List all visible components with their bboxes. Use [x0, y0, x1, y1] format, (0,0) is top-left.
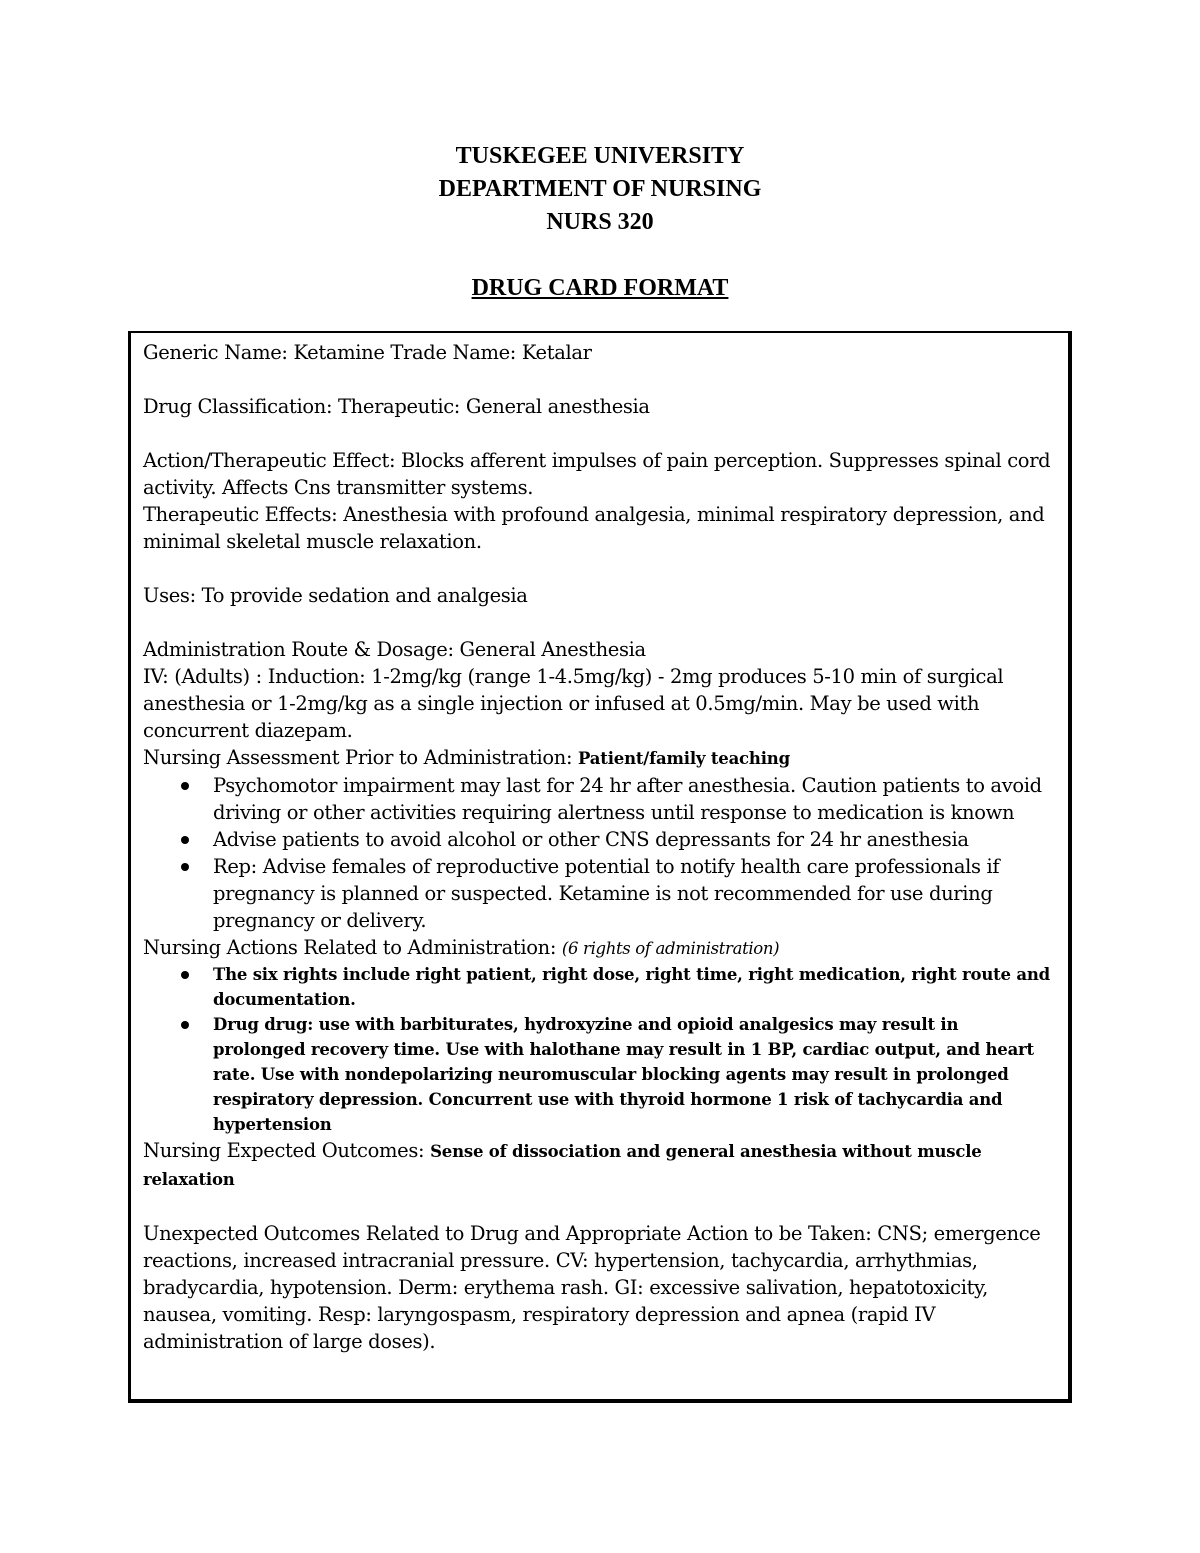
drug-card-content	[143, 339, 1055, 1355]
list-item: Drug drug: use with barbiturates, hydroxyzine and opioid analgesics may result in prolonged recovery time. Use with halothane may result in 1 BP, cardiac output, and heart rate. Use with nondepolarizing neuromuscular blocking agents may result in prolonged respiratory depression. Concurrent use with thyroid hormone 1 risk of tachycardia and hypertension	[143, 1012, 1055, 1137]
expected-label: Nursing Expected Outcomes:	[143, 1139, 431, 1162]
university-name: TUSKEGEE UNIVERSITY	[455, 143, 745, 169]
assessment-label: Nursing Assessment Prior to Administration:	[143, 746, 579, 769]
expected-text: Sense of dissociation and general anesthesia without muscle relaxation	[143, 1142, 982, 1189]
actions-note: (6 rights of administration)	[561, 939, 780, 958]
route-dosage-heading: Administration Route & Dosage: General Anesthesia	[143, 638, 646, 661]
actions-list	[143, 962, 1055, 1137]
assessment-heading	[143, 744, 1055, 772]
drug-classification: Drug Classification: Therapeutic: General anesthesia	[143, 395, 650, 418]
bullet-icon	[181, 863, 189, 871]
actions-label: Nursing Actions Related to Administration:	[143, 936, 562, 959]
department-name: DEPARTMENT OF NURSING	[438, 176, 762, 202]
therapeutic-effects: Therapeutic Effects: Anesthesia with profound analgesia, minimal respiratory depression, and minimal skeletal muscle relaxation.	[143, 503, 1045, 553]
list-item: Advise patients to avoid alcohol or other CNS depressants for 24 hr anesthesia	[143, 826, 1055, 853]
course-code: NURS 320	[546, 209, 654, 235]
document-title: DRUG CARD FORMAT	[471, 275, 729, 301]
bullet-icon	[181, 782, 189, 790]
action-effect: Action/Therapeutic Effect: Blocks afferent impulses of pain perception. Suppresses spinal cord activity. Affects Cns transmitter systems.	[143, 449, 1051, 499]
list-item: Rep: Advise females of reproductive potential to notify health care professionals if pregnancy is planned or suspected. Ketamine is not recommended for use during pregnancy or delivery.	[143, 853, 1055, 934]
list-item: Psychomotor impairment may last for 24 hr after anesthesia. Caution patients to avoid driving or other activities requiring alertness until response to medication is known	[143, 772, 1055, 826]
drug-uses: Uses: To provide sedation and analgesia	[143, 584, 528, 607]
unexpected-outcomes: Unexpected Outcomes Related to Drug and Appropriate Action to be Taken: CNS; emergence reactions, increased intracranial pressure. CV: hypertension, tachycardia, arrhythmias, bradycardia, hypotension. Derm: erythema rash. GI: excessive salivation, hepatotoxicity, nausea, vomiting. Resp: laryngospasm, respiratory depression and apnea (rapid IV administration of large doses).	[143, 1222, 1041, 1353]
bullet-icon	[181, 1021, 189, 1029]
route-dosage-detail: IV: (Adults) : Induction: 1-2mg/kg (range 1-4.5mg/kg) - 2mg produces 5-10 min of surgical anesthesia or 1-2mg/kg as a single injection or infused at 0.5mg/min. May be used with concurrent diazepam.	[143, 665, 1004, 742]
drug-names: Generic Name: Ketamine Trade Name: Ketalar	[143, 341, 592, 364]
assessment-note: Patient/family teaching	[578, 749, 790, 768]
actions-heading	[143, 934, 1055, 962]
expected-outcomes	[143, 1137, 1055, 1193]
bullet-icon	[181, 971, 189, 979]
header-spacer	[0, 239, 1200, 272]
list-item: The six rights include right patient, right dose, right time, right medication, right route and documentation.	[143, 962, 1055, 1012]
drug-card-box	[128, 331, 1072, 1403]
bullet-icon	[181, 836, 189, 844]
document-header	[0, 140, 1200, 305]
assessment-list	[143, 772, 1055, 934]
